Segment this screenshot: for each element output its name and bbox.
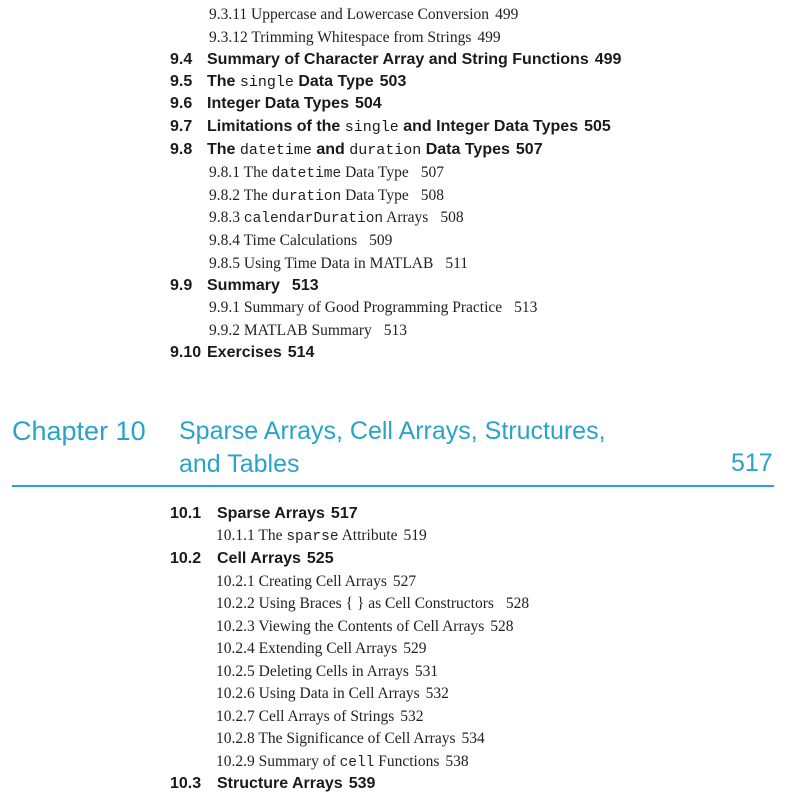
toc-entry-page: 532 bbox=[400, 708, 424, 725]
toc-entry-10-1-1 bbox=[216, 528, 427, 545]
toc-section-9-4 bbox=[170, 52, 621, 68]
toc-section-page: 525 bbox=[306, 550, 334, 567]
toc-entry-title-part: Functions bbox=[374, 753, 440, 770]
toc-section-number: 9.4 bbox=[170, 51, 193, 68]
toc-section-number: 10.2 bbox=[170, 550, 202, 567]
toc-entry-title: 10.2.1 Creating Cell Arrays bbox=[216, 573, 387, 590]
toc-section-title-part: and Integer Data Types bbox=[398, 118, 579, 135]
toc-section-number: 10.3 bbox=[170, 775, 202, 792]
code-term: calendarDuration bbox=[243, 211, 384, 227]
toc-entry-page: 538 bbox=[445, 753, 469, 770]
toc-section-page: 504 bbox=[354, 95, 382, 112]
toc-section-number: 10.1 bbox=[170, 505, 202, 522]
toc-entry-title: 10.2.3 Viewing the Contents of Cell Arrays bbox=[216, 618, 485, 635]
toc-section-9-10 bbox=[170, 345, 314, 361]
toc-entry-title: 9.3.12 Trimming Whitespace from Strings bbox=[209, 29, 472, 46]
toc-section-number: 9.6 bbox=[170, 95, 193, 112]
toc-entry-title-part: 9.8.3 bbox=[209, 209, 244, 226]
toc-entry-9-9-2 bbox=[209, 323, 407, 339]
toc-section-title-part: Data Type bbox=[293, 73, 374, 90]
toc-entry-9-8-5 bbox=[209, 256, 468, 272]
toc-section-10-1 bbox=[170, 506, 358, 522]
toc-section-title-part: Data Types bbox=[421, 141, 510, 158]
toc-entry-9-8-1 bbox=[209, 165, 444, 182]
toc-section-9-7 bbox=[170, 119, 611, 135]
toc-entry-title-part: Data Type bbox=[341, 164, 409, 181]
toc-section-title-part: Limitations of the bbox=[207, 118, 345, 135]
toc-entry-page: 534 bbox=[461, 730, 485, 747]
toc-section-title-part: and bbox=[311, 141, 350, 158]
toc-entry-page: 507 bbox=[420, 164, 444, 181]
toc-section-page: 539 bbox=[348, 775, 376, 792]
toc-entry-title-part: 10.2.9 Summary of bbox=[216, 753, 340, 770]
code-term: datetime bbox=[271, 166, 342, 182]
toc-entry-page: 508 bbox=[440, 209, 464, 226]
toc-entry-page: 528 bbox=[490, 618, 514, 635]
code-term: duration bbox=[271, 189, 342, 205]
toc-entry-page: 527 bbox=[392, 573, 417, 590]
toc-entry-9-8-3 bbox=[209, 210, 464, 227]
toc-section-page: 505 bbox=[584, 118, 611, 135]
toc-entry-title-part: Data Type bbox=[341, 187, 409, 204]
toc-entry-title: 9.8.5 Using Time Data in MATLAB bbox=[209, 255, 434, 272]
toc-section-page: 514 bbox=[287, 344, 315, 361]
toc-section-title: Integer Data Types bbox=[207, 95, 349, 112]
toc-section-10-2 bbox=[170, 551, 334, 567]
toc-entry-title: 10.2.6 Using Data in Cell Arrays bbox=[216, 685, 420, 702]
toc-entry-title: 9.9.1 Summary of Good Programming Practice bbox=[209, 299, 503, 316]
toc-entry-title: 10.2.7 Cell Arrays of Strings bbox=[216, 708, 395, 725]
chapter-label: Chapter 10 bbox=[12, 416, 146, 446]
toc-section-number: 9.5 bbox=[170, 73, 193, 90]
toc-section-title: Sparse Arrays bbox=[217, 505, 325, 522]
toc-entry-10-2-1 bbox=[216, 574, 416, 590]
toc-section-title: Summary of Character Array and String Functions bbox=[207, 51, 589, 68]
toc-entry-9-3-12 bbox=[209, 30, 501, 46]
code-term: single bbox=[344, 119, 399, 136]
toc-entry-title-part: Arrays bbox=[383, 209, 429, 226]
toc-entry-title-part: Attribute bbox=[338, 527, 398, 544]
toc-entry-title: 10.2.2 Using Braces { } as Cell Constructors bbox=[216, 595, 494, 612]
toc-entry-10-2-8 bbox=[216, 731, 485, 747]
toc-entry-10-2-4 bbox=[216, 641, 427, 657]
toc-entry-9-8-2 bbox=[209, 188, 444, 205]
toc-entry-title: 10.2.4 Extending Cell Arrays bbox=[216, 640, 398, 657]
toc-section-number: 9.9 bbox=[170, 277, 193, 294]
toc-entry-page: 513 bbox=[383, 322, 407, 339]
toc-section-9-5 bbox=[170, 74, 406, 90]
toc-section-number: 9.10 bbox=[170, 344, 202, 361]
code-term: datetime bbox=[239, 142, 312, 159]
toc-section-number: 9.7 bbox=[170, 118, 193, 135]
toc-section-9-8 bbox=[170, 142, 543, 158]
toc-section-page: 517 bbox=[330, 505, 358, 522]
chapter-page-number: 517 bbox=[731, 449, 773, 477]
toc-entry-page: 529 bbox=[403, 640, 427, 657]
toc-entry-page: 513 bbox=[514, 299, 538, 316]
toc-entry-10-2-5 bbox=[216, 664, 438, 680]
toc-section-title: Summary bbox=[207, 277, 280, 294]
toc-section-9-6 bbox=[170, 96, 382, 112]
toc-section-title: Structure Arrays bbox=[217, 775, 343, 792]
code-term: sparse bbox=[286, 529, 339, 545]
toc-entry-page: 499 bbox=[495, 6, 519, 23]
toc-section-page: 513 bbox=[291, 277, 319, 294]
toc-entry-page: 511 bbox=[445, 255, 469, 272]
toc-entry-10-2-2 bbox=[216, 596, 529, 612]
code-term: duration bbox=[349, 142, 422, 159]
toc-entry-page: 509 bbox=[369, 232, 393, 249]
toc-section-page: 503 bbox=[379, 73, 407, 90]
toc-entry-9-8-4 bbox=[209, 233, 392, 249]
chapter-title-line-1: Sparse Arrays, Cell Arrays, Structures, bbox=[179, 417, 606, 445]
toc-section-10-3 bbox=[170, 776, 375, 792]
toc-entry-title-part: 9.8.1 The bbox=[209, 164, 272, 181]
toc-entry-title: 9.9.2 MATLAB Summary bbox=[209, 322, 372, 339]
toc-entry-page: 532 bbox=[425, 685, 449, 702]
toc-entry-title: 9.3.11 Uppercase and Lowercase Conversion bbox=[209, 6, 490, 23]
toc-entry-title: 10.2.8 The Significance of Cell Arrays bbox=[216, 730, 456, 747]
code-term: cell bbox=[339, 755, 375, 771]
toc-entry-10-2-7 bbox=[216, 709, 424, 725]
toc-section-number: 9.8 bbox=[170, 141, 193, 158]
toc-entry-title: 10.2.5 Deleting Cells in Arrays bbox=[216, 663, 409, 680]
toc-entry-page: 508 bbox=[420, 187, 444, 204]
toc-entry-page: 519 bbox=[403, 527, 427, 544]
chapter-divider bbox=[12, 485, 774, 487]
toc-section-title: Cell Arrays bbox=[217, 550, 301, 567]
toc-section-9-9 bbox=[170, 278, 319, 294]
code-term: single bbox=[239, 74, 294, 91]
toc-entry-9-9-1 bbox=[209, 300, 537, 316]
toc-entry-10-2-9 bbox=[216, 754, 469, 771]
toc-section-title-part: The bbox=[207, 73, 240, 90]
toc-entry-title-part: 10.1.1 The bbox=[216, 527, 287, 544]
toc-section-page: 499 bbox=[594, 51, 622, 68]
toc-entry-title-part: 9.8.2 The bbox=[209, 187, 272, 204]
toc-section-title: Exercises bbox=[207, 344, 282, 361]
toc-entry-9-3-11 bbox=[209, 7, 518, 23]
toc-entry-page: 531 bbox=[414, 663, 439, 680]
toc-entry-10-2-6 bbox=[216, 686, 449, 702]
toc-section-page: 507 bbox=[515, 141, 543, 158]
toc-section-title-part: The bbox=[207, 141, 240, 158]
toc-entry-page: 528 bbox=[505, 595, 530, 612]
toc-entry-page: 499 bbox=[477, 29, 501, 46]
toc-entry-title: 9.8.4 Time Calculations bbox=[209, 232, 358, 249]
chapter-title-line-2: and Tables bbox=[179, 450, 300, 478]
toc-entry-10-2-3 bbox=[216, 619, 514, 635]
